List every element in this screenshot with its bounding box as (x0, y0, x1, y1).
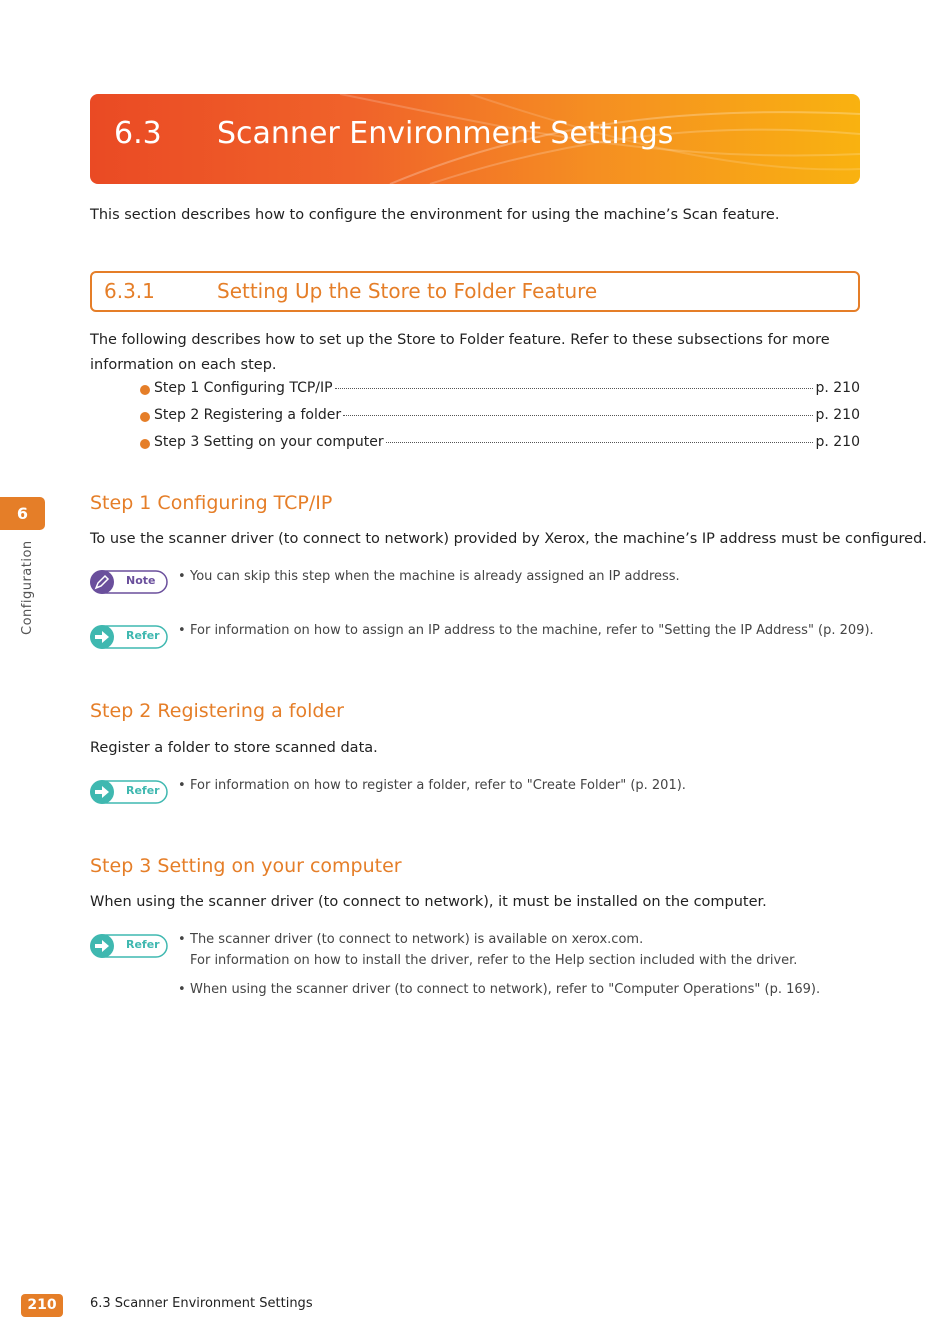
refer-badge (90, 625, 168, 649)
dot-leader (386, 442, 814, 443)
refer-link-text[interactable]: For information on how to assign an IP address to the machine, refer to "Setting the IP Address" (p. 209). (190, 623, 874, 638)
refer-item (178, 775, 686, 796)
section-number: 6.3 (114, 116, 162, 151)
step-3-text: When using the scanner driver (to connect to network), it must be installed on the computer. (90, 894, 767, 910)
bullet-dot-icon (140, 412, 150, 422)
subsection-title: Setting Up the Store to Folder Feature (217, 279, 598, 303)
step-2-text: Register a folder to store scanned data. (90, 740, 378, 756)
refer-link-text[interactable]: When using the scanner driver (to connect to network), refer to "Computer Operations" (p. 169). (190, 982, 821, 997)
toc-page: p. 210 (815, 407, 860, 423)
note-badge (90, 570, 168, 594)
refer-label: Refer (126, 938, 160, 951)
step-2-heading: Step 2 Registering a folder (90, 700, 344, 722)
refer-item (178, 929, 797, 971)
refer-badge (90, 934, 168, 958)
toc-page: p. 210 (815, 380, 860, 396)
refer-link-text[interactable]: For information on how to register a folder, refer to "Create Folder" (p. 201). (190, 778, 686, 793)
chapter-tab[interactable]: 6 (0, 497, 45, 530)
refer-item (178, 979, 820, 1000)
subsection-header (90, 271, 860, 312)
dot-leader (335, 388, 814, 389)
refer-item (178, 620, 874, 641)
bullet: • (178, 569, 186, 584)
bullet: • (178, 778, 186, 793)
toc-entry-step-2[interactable] (140, 407, 860, 427)
bullet-dot-icon (140, 385, 150, 395)
toc-page: p. 210 (815, 434, 860, 450)
note-item (178, 566, 680, 587)
toc-entry-step-3[interactable] (140, 434, 860, 454)
bullet-dot-icon (140, 439, 150, 449)
step-1-text: To use the scanner driver (to connect to network) provided by Xerox, the machine’s IP address must be configured. (90, 531, 927, 547)
section-title: Scanner Environment Settings (217, 116, 674, 151)
refer-badge (90, 780, 168, 804)
toc-label: Step 1 Configuring TCP/IP (154, 380, 333, 396)
refer-item-text: For information on how to install the driver, refer to the Help section included with the driver. (190, 953, 798, 968)
note-item-text: You can skip this step when the machine is already assigned an IP address. (190, 569, 680, 584)
footer-text: 6.3 Scanner Environment Settings (90, 1296, 313, 1311)
page-number: 210 (21, 1294, 63, 1317)
subsection-number: 6.3.1 (104, 279, 155, 303)
step-1-heading: Step 1 Configuring TCP/IP (90, 492, 333, 514)
toc-label: Step 2 Registering a folder (154, 407, 342, 423)
note-label: Note (126, 574, 156, 587)
section-banner (90, 94, 860, 184)
refer-label: Refer (126, 629, 160, 642)
subsection-description: The following describes how to set up the Store to Folder feature. Refer to these subsections for more information on each step. (90, 332, 830, 373)
step-3-heading: Step 3 Setting on your computer (90, 855, 402, 877)
chapter-label: Configuration (20, 540, 35, 635)
refer-label: Refer (126, 784, 160, 797)
bullet: • (178, 932, 186, 947)
intro-text: This section describes how to configure the environment for using the machine’s Scan feature. (90, 207, 780, 223)
toc-label: Step 3 Setting on your computer (154, 434, 384, 450)
bullet: • (178, 623, 186, 638)
bullet: • (178, 982, 186, 997)
refer-item-text: The scanner driver (to connect to network) is available on xerox.com. (190, 932, 644, 947)
toc-entry-step-1[interactable] (140, 380, 860, 400)
dot-leader (343, 415, 813, 416)
